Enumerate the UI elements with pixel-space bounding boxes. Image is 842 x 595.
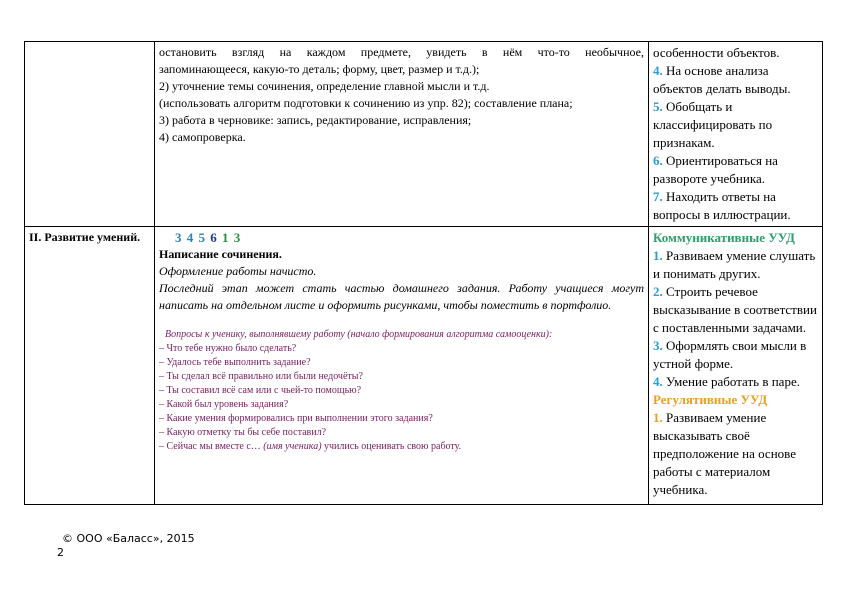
content-line: запоминающееся, какую-то деталь; форму, цвет, размер и т.д.);	[159, 62, 480, 76]
content-cell	[155, 227, 649, 505]
question-item: – Удалось тебе выполнить задание?	[159, 357, 311, 368]
question-item: – Какую отметку ты бы себе поставил?	[159, 427, 327, 438]
uud-item: 3. Оформлять свои мысли в устной форме.	[653, 338, 807, 371]
uud-item: 1. Развиваем умение слушать и понимать других.	[653, 248, 816, 281]
content-cell	[155, 42, 649, 227]
uud-item: 7. Находить ответы на вопросы в иллюстрации.	[653, 189, 791, 222]
content-line: 3) работа в черновике: запись, редактирование, исправления;	[159, 113, 472, 127]
content-line: 4) самопроверка.	[159, 130, 246, 144]
content-line: 2) уточнение темы сочинения, определение главной мысли и т.д.	[159, 79, 490, 93]
question-item: – Какие умения формировались при выполнении этого задания?	[159, 413, 433, 424]
uud-item: 4. На основе анализа объектов делать выводы.	[653, 63, 791, 96]
page-number: 2	[57, 546, 64, 559]
stage-cell: II. Развитие умений.	[25, 227, 155, 505]
icon-number: 4	[186, 230, 195, 245]
icon-number: 3	[175, 230, 183, 245]
question-item: – Ты составил всё сам или с чьей-то помощью?	[159, 385, 362, 396]
uud-item: 1. Развиваем умение высказывать своё предположение на основе работы с материалом учебника.	[653, 410, 796, 497]
section-note: Последний этап может стать частью домашнего задания. Работу учащиеся могут написать на отдельном листе и оформить рисунками, чтобы поместить в портфолио.	[159, 281, 644, 312]
icon-number: 5	[198, 230, 206, 245]
table-row	[25, 42, 823, 227]
regulative-heading: Регулятивные УУД	[653, 392, 768, 407]
uud-item: 2. Строить речевое высказывание в соответствии с поставленными задачами.	[653, 284, 817, 335]
question-item: – Ты сделал всё правильно или были недочёты?	[159, 371, 363, 382]
section-title: Написание сочинения.	[159, 247, 282, 261]
lesson-table	[24, 41, 823, 505]
uud-item: 6. Ориентироваться на развороте учебника.	[653, 153, 778, 186]
content-line: остановить взгляд на каждом предмете, увидеть в нём что-то необычное,	[159, 45, 644, 59]
uud-cell	[649, 227, 823, 505]
uud-item: 5. Обобщать и классифицировать по признакам.	[653, 99, 773, 150]
competency-icons	[175, 229, 644, 246]
questions-heading: Вопросы к ученику, выполнявшему работу (начало формирования алгоритма самооценки):	[165, 329, 553, 340]
icon-number: 1	[222, 230, 230, 245]
copyright: © ООО «Баласс», 2015	[62, 532, 195, 545]
question-item: – Какой был уровень задания?	[159, 399, 289, 410]
questions-block	[159, 328, 644, 454]
icon-number: 6	[210, 230, 218, 245]
uud-cell	[649, 42, 823, 227]
question-item: – Сейчас мы вместе с… (имя ученика) учились оценивать свою работу.	[159, 441, 462, 452]
content-line: (использовать алгоритм подготовки к сочинению из упр. 82); составление плана;	[159, 96, 573, 110]
table-row	[25, 227, 823, 505]
uud-item: 4. Умение работать в паре.	[653, 374, 800, 389]
uud-item: особенности объектов.	[653, 45, 780, 60]
section-subtitle: Оформление работы начисто.	[159, 264, 317, 278]
stage-cell	[25, 42, 155, 227]
icon-number: 3	[233, 230, 242, 245]
question-item: – Что тебе нужно было сделать?	[159, 343, 297, 354]
communicative-heading: Коммуникативные УУД	[653, 230, 795, 245]
